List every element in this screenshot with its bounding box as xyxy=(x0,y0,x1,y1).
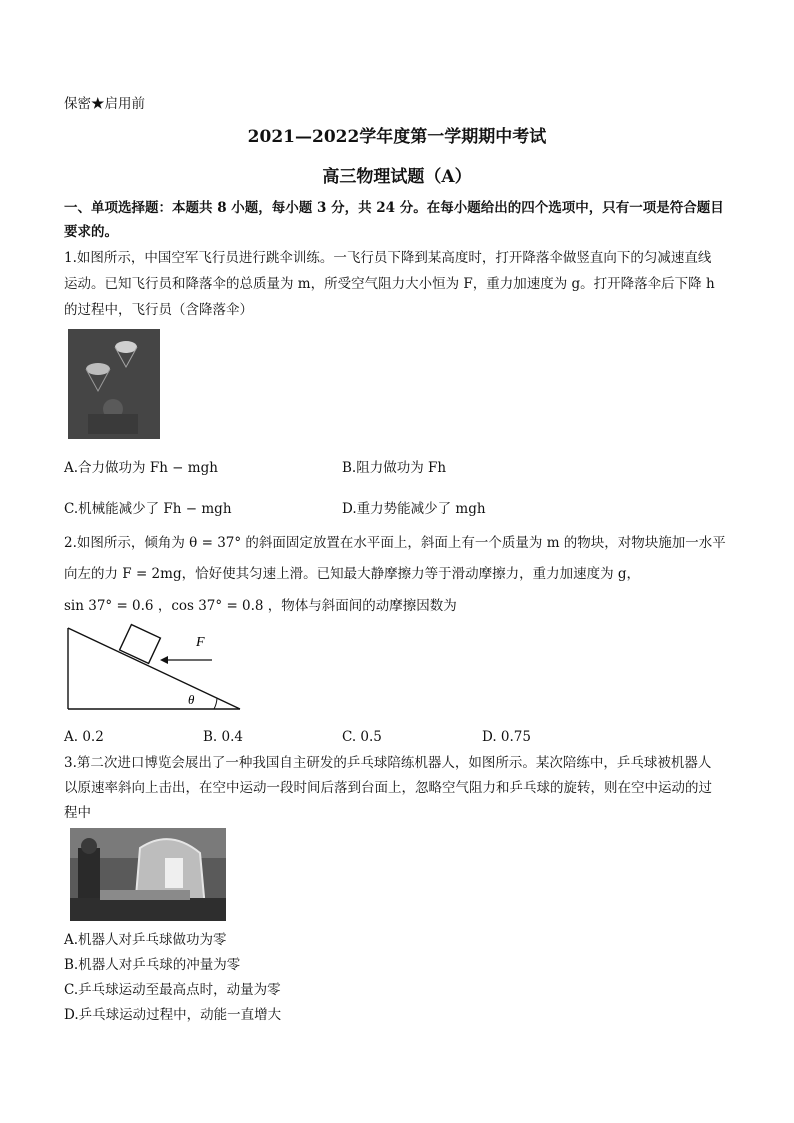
q1-option-a[interactable]: A.合力做功为 Fh − mgh xyxy=(64,460,218,476)
q3-line-1: 3.第二次进口博览会展出了一种我国自主研发的乒乓球陪练机器人，如图所示。某次陪练中，乒乓球被机器人 xyxy=(64,755,712,771)
block xyxy=(120,625,161,664)
q3-option-b[interactable]: B.机器人对乒乓球的冲量为零 xyxy=(64,957,241,973)
q1-line-2: 运动。已知飞行员和降落伞的总质量为 m，所受空气阻力大小恒为 F，重力加速度为 g。打开降落伞后下降 h xyxy=(64,276,715,292)
q3-option-a[interactable]: A.机器人对乒乓球做功为零 xyxy=(64,932,227,948)
section-heading: 一、单项选择题：本题共 8 小题，每小题 3 分，共 24 分。在每小题给出的四个选项中，只有一项是符合题目要求的。 xyxy=(64,200,724,240)
exam-title: 2021—2022学年度第一学期期中考试 xyxy=(247,127,547,147)
q3-option-c[interactable]: C.乒乓球运动至最高点时，动量为零 xyxy=(64,982,281,998)
q1-line-3: 的过程中，飞行员（含降落伞） xyxy=(64,302,253,318)
confidential-label: 保密★启用前 xyxy=(64,96,145,112)
q2-line-2: 向左的力 F = 2mg，恰好使其匀速上滑。已知最大静摩擦力等于滑动摩擦力，重力加速度为 g， xyxy=(64,566,641,582)
q1-option-d[interactable]: D.重力势能减少了 mgh xyxy=(342,501,486,517)
q2-option-d[interactable]: D. 0.75 xyxy=(482,729,531,745)
q2-option-b[interactable]: B. 0.4 xyxy=(203,729,243,745)
q2-option-c[interactable]: C. 0.5 xyxy=(342,729,382,745)
incline-diagram xyxy=(64,622,254,714)
q2-line-3: sin 37° = 0.6 ，cos 37° = 0.8 ，物体与斜面间的动摩擦因数为 xyxy=(64,598,457,614)
q1-line-1: 1.如图所示，中国空军飞行员进行跳伞训练。一飞行员下降到某高度时，打开降落伞做竖直向下的匀减速直线 xyxy=(64,250,712,266)
exam-subtitle: 高三物理试题（A） xyxy=(322,167,472,187)
parachute-photo xyxy=(68,329,160,439)
q2-option-a[interactable]: A. 0.2 xyxy=(64,729,104,745)
q2-line-1: 2.如图所示，倾角为 θ = 37° 的斜面固定放置在水平面上，斜面上有一个质量为 m 的物块，对物块施加一水平 xyxy=(64,535,726,551)
q1-option-b[interactable]: B.阻力做功为 Fh xyxy=(342,460,447,476)
force-label: F xyxy=(196,635,205,650)
q1-option-c[interactable]: C.机械能减少了 Fh − mgh xyxy=(64,501,232,517)
q3-line-2: 以原速率斜向上击出，在空中运动一段时间后落到台面上，忽略空气阻力和乒乓球的旋转，则在空中运动的过 xyxy=(64,780,712,796)
q3-option-d[interactable]: D.乒乓球运动过程中，动能一直增大 xyxy=(64,1007,282,1023)
pingpong-robot-photo xyxy=(70,828,226,921)
angle-arc xyxy=(214,698,217,709)
force-arrowhead xyxy=(160,656,168,664)
angle-label: θ xyxy=(188,692,195,707)
q3-line-3: 程中 xyxy=(64,805,91,821)
